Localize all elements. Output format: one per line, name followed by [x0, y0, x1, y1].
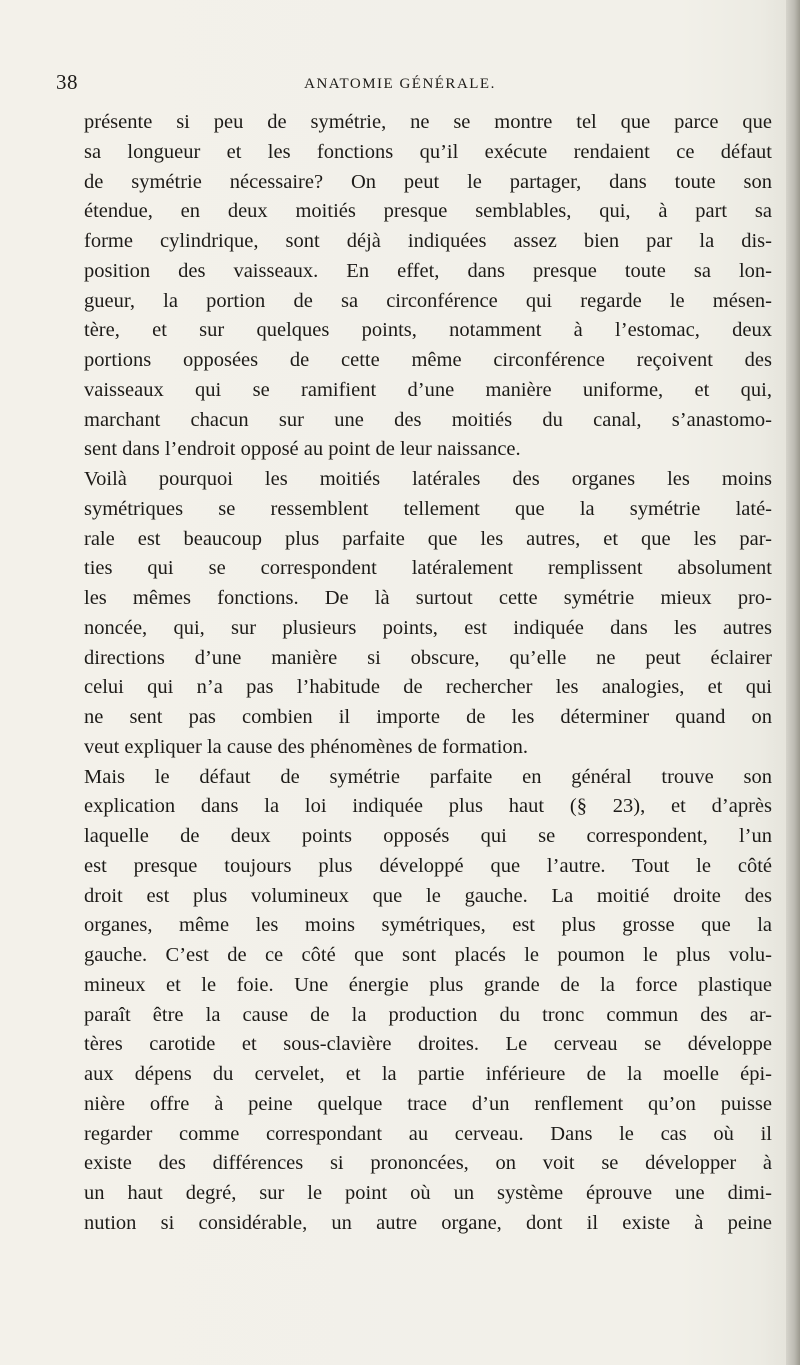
- text-line: est presque toujours plus développé que l’autre. Tout le côté: [84, 854, 772, 877]
- text-line: aux dépens du cervelet, et la partie inférieure de la moelle épi-: [84, 1063, 772, 1085]
- text-line: celui qui n’a pas l’habitude de rechercher les analogies, et qui: [84, 676, 772, 699]
- text-line: les mêmes fonctions. De là surtout cette symétrie mieux pro-: [84, 587, 772, 609]
- body-text: [84, 108, 772, 1239]
- text-line: ne sent pas combien il importe de les déterminer quand on: [84, 706, 772, 728]
- running-title: ANATOMIE GÉNÉRALE.: [304, 76, 496, 92]
- text-line: existe des différences si prononcées, on voit se développer à: [84, 1152, 772, 1175]
- text-line: tères carotide et sous-clavière droites. Le cerveau se développe: [84, 1033, 772, 1056]
- paragraph-end-line: veut expliquer la cause des phénomènes de formation.: [84, 735, 529, 758]
- text-line: rale est beaucoup plus parfaite que les autres, et que les par-: [84, 527, 772, 550]
- text-line: noncée, qui, sur plusieurs points, est indiquée dans les autres: [84, 616, 772, 639]
- text-line: nière offre à peine quelque trace d’un renflement qu’on puisse: [84, 1092, 772, 1115]
- text-line: Voilà pourquoi les moitiés latérales des organes les moins: [84, 468, 772, 490]
- text-line: forme cylindrique, sont déjà indiquées assez bien par la dis-: [84, 230, 772, 252]
- text-line: paraît être la cause de la production du tronc commun des ar-: [84, 1003, 772, 1026]
- text-line: nution si considérable, un autre organe, dont il existe à peine: [84, 1211, 772, 1234]
- page-edge: [786, 0, 800, 1365]
- text-line: regarder comme correspondant au cerveau. Dans le cas où il: [84, 1122, 772, 1145]
- text-line: étendue, en deux moitiés presque semblables, qui, à part sa: [84, 200, 772, 223]
- text-line: vaisseaux qui se ramifient d’une manière uniforme, et qui,: [84, 378, 772, 401]
- paragraph-end-line: sent dans l’endroit opposé au point de leur naissance.: [84, 438, 521, 461]
- text-line: organes, même les moins symétriques, est plus grosse que la: [84, 914, 772, 937]
- text-line: laquelle de deux points opposés qui se correspondent, l’un: [84, 825, 772, 847]
- text-line: portions opposées de cette même circonférence reçoivent des: [84, 349, 772, 371]
- text-line: mineux et le foie. Une énergie plus grande de la force plastique: [84, 973, 772, 996]
- text-line: explication dans la loi indiquée plus haut (§ 23), et d’après: [84, 795, 772, 818]
- text-line: de symétrie nécessaire? On peut le partager, dans toute son: [84, 170, 772, 193]
- text-line: symétriques se ressemblent tellement que la symétrie laté-: [84, 497, 772, 520]
- text-line: sa longueur et les fonctions qu’il exécute rendaient ce défaut: [84, 140, 772, 163]
- text-line: directions d’une manière si obscure, qu’elle ne peut éclairer: [84, 646, 772, 669]
- text-line: gauche. C’est de ce côté que sont placés le poumon le plus volu-: [84, 944, 772, 966]
- text-line: position des vaisseaux. En effet, dans presque toute sa lon-: [84, 259, 772, 282]
- page-number: 38: [56, 70, 78, 94]
- text-line: ties qui se correspondent latéralement remplissent absolument: [84, 557, 772, 580]
- text-line: présente si peu de symétrie, ne se montre tel que parce que: [84, 111, 772, 133]
- text-line: gueur, la portion de sa circonférence qui regarde le mésen-: [84, 289, 772, 312]
- text-line: droit est plus volumineux que le gauche. La moitié droite des: [84, 884, 772, 907]
- text-line: marchant chacun sur une des moitiés du canal, s’anastomo-: [84, 408, 772, 431]
- text-line: Mais le défaut de symétrie parfaite en général trouve son: [84, 765, 772, 788]
- text-line: un haut degré, sur le point où un système éprouve une dimi-: [84, 1182, 772, 1204]
- text-line: tère, et sur quelques points, notamment à l’estomac, deux: [84, 319, 772, 342]
